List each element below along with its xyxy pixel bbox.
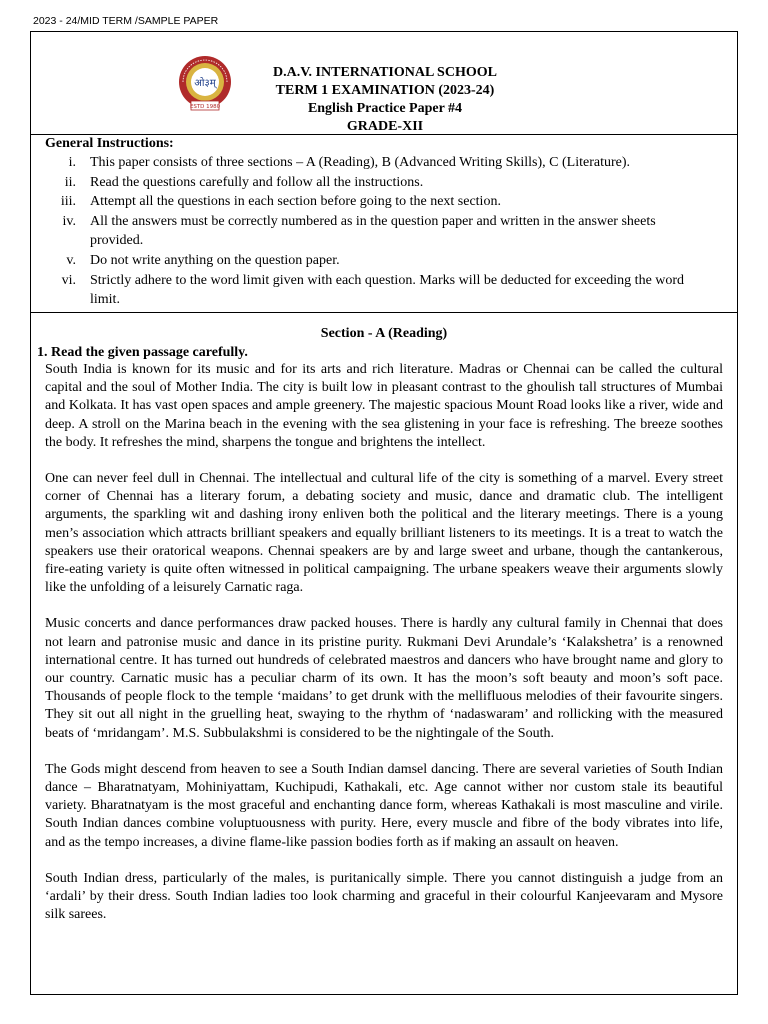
instruction-item (38, 271, 698, 310)
instruction-item (38, 192, 698, 212)
exam-title: TERM 1 EXAMINATION (2023-24) (275, 83, 495, 98)
passage-paragraph: The Gods might descend from heaven to see a South Indian damsel dancing. There are several varieties of South Indian dance – Bharatnatyam, Mohiniyattam, Kuchipudi, Kathakali, etc. Age cannot wither nor custom stale its beautiful variety. Bharatnatyam is the most graceful and enchanting dance form, whereas Kathakali is most masculine and virile. South Indian dances combine voluptuousness with purity. Here, every muscle and fibre of the body vibrates into life, and as the tempo increases, a divine flame-like passion bodies forth as if making an assault on heaven. (45, 761, 723, 850)
running-head: 2023 - 24/MID TERM /SAMPLE PAPER (33, 15, 219, 27)
instruction-text: This paper consists of three sections – A (Reading), B (Advanced Writing Skills), C (Literature). (90, 155, 631, 170)
instruction-number: i. (68, 155, 76, 170)
instruction-text: All the answers must be correctly numbered as in the question paper and written in the answer sheets provided. (90, 213, 656, 249)
instruction-item (38, 173, 698, 193)
reading-passage (45, 361, 723, 942)
instruction-item (38, 251, 698, 271)
instruction-item (38, 212, 698, 251)
school-name: D.A.V. INTERNATIONAL SCHOOL (273, 65, 497, 80)
logo-center-text: ओ३म् (194, 78, 216, 89)
logo-year: ESTD 1980 (189, 104, 221, 110)
instruction-number: vi. (61, 272, 76, 288)
instruction-text: Read the questions carefully and follow all the instructions. (90, 174, 424, 190)
grade-label: GRADE-XII (346, 119, 424, 134)
section-title: Section - A (Reading) (320, 326, 448, 341)
instruction-text: Attempt all the questions in each section before going to the next section. (90, 194, 501, 210)
paper-title: English Practice Paper #4 (307, 101, 463, 116)
instruction-text: Strictly adhere to the word limit given with each question. Marks will be deducted for exceeding the word limit. (90, 272, 685, 308)
passage-paragraph: South India is known for its music and for its arts and rich literature. Madras or Chennai can be called the cultural capital and the soul of Mother India. The city is built low in pleasant contrast to the ghoulish tall structures of Mumbai and Kolkata. It has vast open spaces and ample greenery. The majestic spacious Mount Road looks like a river, wide and deep. A stroll on the Marina beach in the evening with the sea glistening in your face is refreshing. The breeze soothes the body. It refreshes the mind, sharpens the tongue and brightens the intellect. (45, 362, 723, 450)
instruction-number: iv. (62, 213, 76, 229)
passage-paragraph: Music concerts and dance performances draw packed houses. There is hardly any cultural family in Chennai that does not learn and patronise music and dance in its pristine purity. Rukmani Devi Arundale’s ‘Kalakshetra’ is a renowned international centre. It has turned out hundreds of celebrated maestros and dancers who have brought name and glory to our country. Carnatic music has a peculiar charm of its own. It has the moon’s soft beauty and moon’s soft pace. Thousands of people flock to the temple ‘maidans’ to get drunk with the mellifluous melodies of their favourite singers. They sit out all night in the gruelling heat, swaying to the rhythm of ‘nadaswaram’ and rollicking with the measured beats of ‘mridangam’. M.S. Subbulakshmi is considered to be the nightingale of the South. (45, 616, 723, 741)
passage-paragraph: South Indian dress, particularly of the males, is puritanically simple. There you cannot distinguish a judge from an ‘ardali’ by their dress. South Indian ladies too look charming and graceful in their colourful Kanjeevaram and Mysore silk sarees. (45, 870, 723, 923)
instructions-title: General Instructions: (45, 136, 174, 151)
instruction-number: v. (66, 252, 76, 268)
instructions-divider (31, 312, 737, 313)
passage-paragraph: One can never feel dull in Chennai. The intellectual and cultural life of the city is something of a marvel. Every street corner of Chennai has a literary forum, a debating society and music, dance and dramatic club. The intelligent arguments, the sparkling wit and dashing irony enliven both the political and the literary meetings. There is a young men’s association which attracts brilliant speakers and equally brilliant listeners to its meetings. It is a treat to watch the speakers use their oratorical weapons. Chennai speakers are by and large sweet and urbane, though the cantankerous, fire-eating variety is quite often witnessed in political campaigning. The urbane speakers weave their arguments slowly like the unfolding of a leisurely Carnatic raga. (45, 471, 723, 596)
instruction-number: ii. (64, 174, 76, 190)
question-title: 1. Read the given passage carefully. (37, 345, 248, 360)
header-divider (31, 134, 737, 135)
instruction-text: Do not write anything on the question paper. (90, 252, 340, 268)
document-header (220, 64, 550, 136)
instruction-number: iii. (60, 194, 76, 210)
instruction-item (38, 153, 698, 173)
instructions-list (38, 153, 698, 310)
